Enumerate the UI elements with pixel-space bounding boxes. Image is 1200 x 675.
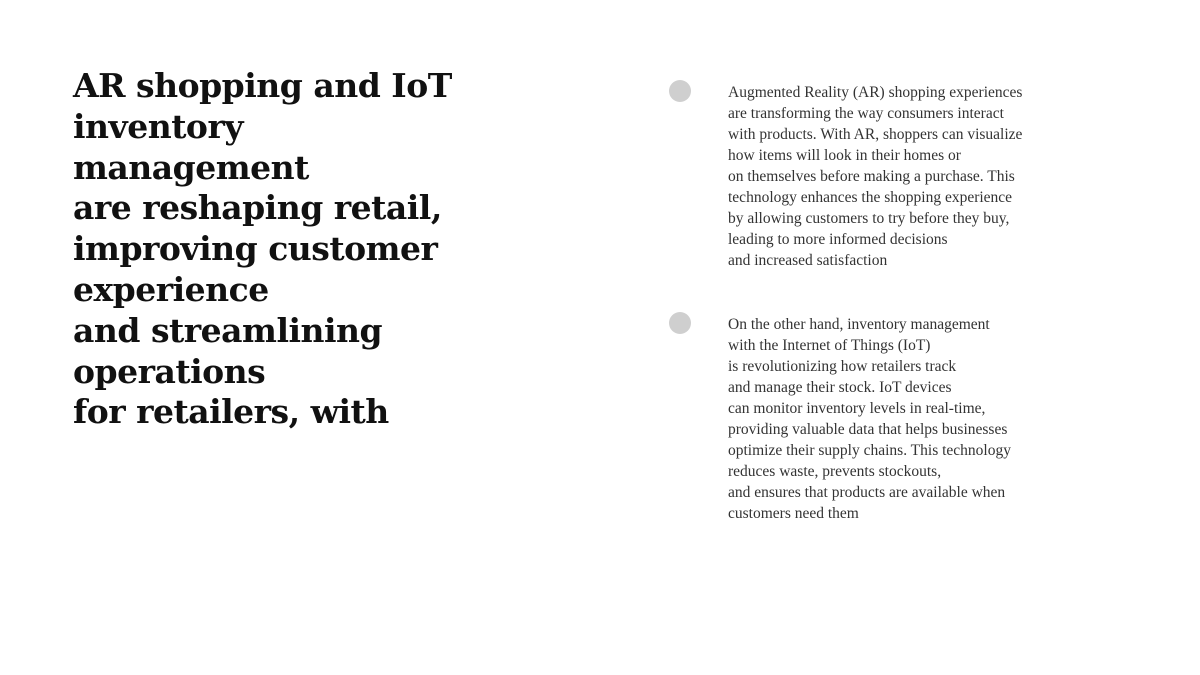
bullet-paragraph xyxy=(728,82,1128,271)
paragraph-line: technology enhances the shopping experience xyxy=(728,189,1013,206)
paragraph-line: reduces waste, prevents stockouts, xyxy=(728,463,942,480)
slide-headline xyxy=(73,66,553,433)
headline-line: management xyxy=(73,147,309,187)
paragraph-line: are transforming the way consumers interact xyxy=(728,105,1004,122)
paragraph-line: how items will look in their homes or xyxy=(728,147,961,164)
paragraph-line: with products. With AR, shoppers can visualize xyxy=(728,126,1023,143)
paragraph-line: is revolutionizing how retailers track xyxy=(728,358,957,375)
bullet-paragraph xyxy=(728,314,1128,524)
headline-line: improving customer xyxy=(73,229,438,269)
paragraph-line: On the other hand, inventory management xyxy=(728,316,990,333)
headline-line: for retailers, with xyxy=(73,392,389,432)
headline-line: and streamlining xyxy=(73,310,383,350)
headline-line: AR shopping and IoT xyxy=(73,66,452,105)
paragraph-line: and ensures that products are available when xyxy=(728,484,1006,501)
headline-line: experience xyxy=(73,269,269,309)
paragraph-line: optimize their supply chains. This technology xyxy=(728,442,1011,459)
headline-line: inventory xyxy=(73,106,244,146)
bullet-dot-icon xyxy=(669,80,691,102)
paragraph-line: and manage their stock. IoT devices xyxy=(728,379,952,396)
headline-line: are reshaping retail, xyxy=(73,188,442,228)
paragraph-line: can monitor inventory levels in real-time, xyxy=(728,400,986,417)
paragraph-line: providing valuable data that helps businesses xyxy=(728,421,1008,438)
paragraph-line: customers need them xyxy=(728,505,859,522)
bullet-dot-icon xyxy=(669,312,691,334)
paragraph-line: with the Internet of Things (IoT) xyxy=(728,337,931,354)
paragraph-line: leading to more informed decisions xyxy=(728,231,948,248)
paragraph-line: on themselves before making a purchase. This xyxy=(728,168,1015,185)
paragraph-line: Augmented Reality (AR) shopping experiences xyxy=(728,84,1023,101)
paragraph-line: by allowing customers to try before they buy, xyxy=(728,210,1010,227)
paragraph-line: and increased satisfaction xyxy=(728,252,888,269)
headline-line: operations xyxy=(73,351,266,391)
